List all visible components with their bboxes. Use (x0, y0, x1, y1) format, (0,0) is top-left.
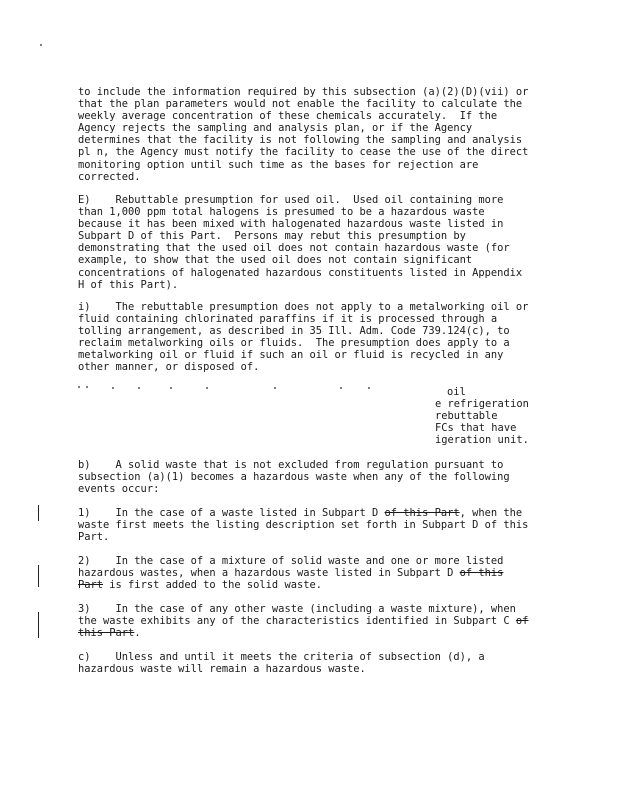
text-line: example, to show that the used oil does not contain significant (78, 254, 473, 267)
text-line: reclaim metalworking oils or fluids. The presumption does apply to a (78, 337, 510, 350)
text-line: determines that the facility is not following the sampling and analysis (78, 134, 523, 147)
text-line: events occur: (78, 483, 160, 496)
text-line: hazardous waste will remain a hazardous waste. (78, 663, 366, 676)
text-run: is first added to the solid waste. (103, 579, 322, 592)
text-line: e refrigeration (435, 398, 529, 411)
text-line: Part. (78, 531, 110, 544)
text-line: Agency rejects the sampling and analysis plan, or if the Agency (78, 122, 473, 135)
list-item-3 (78, 603, 548, 639)
text-line: H of this Part). (78, 278, 179, 291)
text-line: 2) In the case of a mixture of solid waste and one or more listed (78, 555, 504, 567)
deleted-text: of this Part (384, 507, 460, 519)
text-line: 3) In the case of any other waste (including a waste mixture), when (78, 603, 516, 615)
text-line: subsection (a)(1) becomes a hazardous waste when any of the following (78, 471, 510, 484)
text-run: the waste exhibits any of the characteristics identified in Subpart C (78, 615, 516, 628)
list-item-2 (78, 555, 548, 591)
text-line: Subpart D of this Part. Persons may rebut this presumption by (78, 230, 466, 243)
text-line: fluid containing chlorinated paraffins if it is processed through a (78, 313, 498, 326)
revision-bar (38, 565, 39, 587)
paragraph-metalworking-oil (78, 301, 548, 374)
text-run: . (134, 627, 141, 640)
text-line: igeration unit. (435, 434, 529, 447)
text-line: concentrations of halogenated hazardous constituents listed in Appendix (78, 266, 523, 279)
text-line (78, 615, 548, 627)
text-line (78, 627, 548, 639)
text-line: corrected. (78, 170, 141, 183)
text-line: to include the information required by this subsection (a)(2)(D)(vii) or (78, 86, 529, 98)
paragraph-sampling-plan (78, 86, 548, 183)
text-line: i) The rebuttable presumption does not apply to a metalworking oil or (78, 301, 529, 313)
text-run: hazardous wastes, when a hazardous waste listed in Subpart D (78, 567, 460, 580)
text-line: rebuttable (435, 410, 498, 423)
text-line: tolling arrangement, as described in 35 Ill. Adm. Code 739.124(c), to (78, 325, 510, 338)
revision-bar (38, 505, 39, 521)
paragraph-solid-waste (78, 459, 548, 495)
text-line: pl n, the Agency must notify the facility to cease the use of the direct (78, 146, 529, 159)
scan-speck (40, 44, 42, 46)
text-run: , when the (459, 507, 523, 519)
text-line: metalworking oil or fluid if such an oil or fluid is recycled in any (78, 349, 504, 362)
text-line (78, 567, 548, 579)
text-line: than 1,000 ppm total halogens is presumed to be a hazardous waste (78, 206, 485, 219)
text-line: b) A solid waste that is not excluded from regulation pursuant to (78, 459, 504, 471)
text-line (78, 579, 548, 591)
deleted-text: this Part (78, 627, 135, 640)
text-line: FCs that have (435, 422, 517, 435)
list-item-1 (78, 507, 548, 543)
text-line: weekly average concentration of these chemicals accurately. If the (78, 110, 498, 123)
revision-bar (38, 612, 39, 638)
text-line: c) Unless and until it meets the criteria of subsection (d), a (78, 651, 485, 663)
faded-text-line (78, 386, 378, 390)
paragraph-refrigeration-fragment (435, 386, 555, 446)
text-line: oil (447, 386, 466, 398)
text-line: E) Rebuttable presumption for used oil. Used oil containing more (78, 194, 504, 206)
text-line (78, 507, 548, 519)
text-line: demonstrating that the used oil does not contain hazardous waste (for (78, 242, 510, 255)
text-line: because it has been mixed with halogenated hazardous waste listed in (78, 218, 504, 231)
text-line: other manner, or disposed of. (78, 361, 260, 374)
text-line: waste first meets the listing description set forth in Subpart D of this (78, 519, 529, 532)
text-line: that the plan parameters would not enable the facility to calculate the (78, 98, 523, 111)
deleted-text: Part (78, 579, 104, 592)
paragraph-hazardous-waste-remains (78, 651, 548, 675)
text-line: monitoring option until such time as the bases for rejection are (78, 158, 479, 171)
text-run: 1) In the case of a waste listed in Subpart D (78, 507, 385, 519)
deleted-text: of this (459, 567, 504, 580)
paragraph-rebuttable-presumption (78, 194, 548, 291)
deleted-text: of (515, 615, 529, 628)
